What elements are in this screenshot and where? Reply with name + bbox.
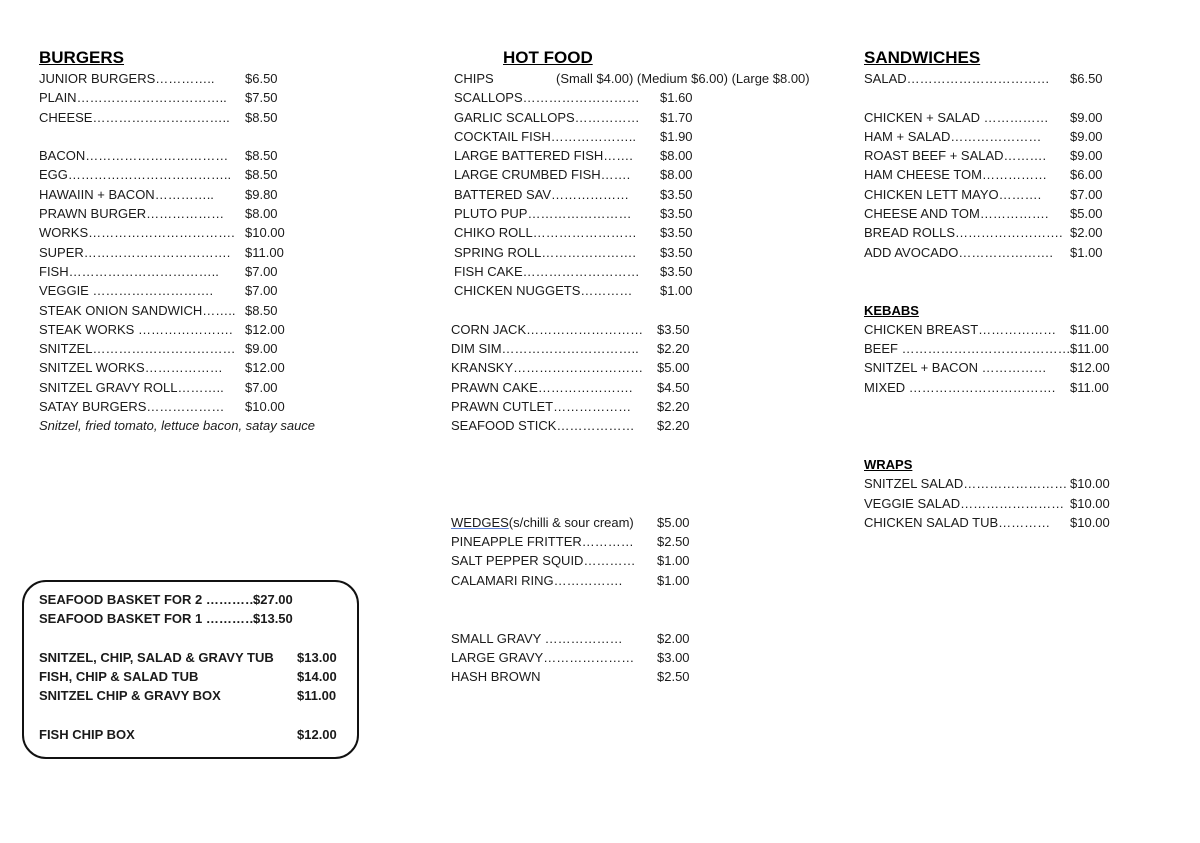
item-name: SNITZEL CHIP & GRAVY BOX: [39, 688, 221, 704]
spacer: [39, 629, 349, 648]
item-name: SEAFOOD STICK………………: [451, 418, 635, 434]
hot-food-group-1: [454, 88, 851, 300]
menu-item: [864, 204, 1164, 223]
item-price: $2.00: [1070, 225, 1103, 241]
item-name: CALAMARI RING…………….: [451, 572, 623, 588]
menu-item: [39, 358, 369, 377]
item-price: $11.00: [1070, 379, 1109, 395]
menu-item: [454, 243, 851, 262]
item-name: SNITZEL……………………………: [39, 341, 236, 357]
hot-food-section: [451, 48, 851, 687]
item-name: CHIPS: [454, 71, 494, 86]
item-name: SMALL GRAVY ………………: [451, 630, 623, 646]
spacer: [864, 397, 1164, 416]
spacer: [39, 127, 369, 146]
menu-item: [454, 185, 851, 204]
menu-item: [451, 320, 851, 339]
menu-item: [454, 204, 851, 223]
spacer: [864, 281, 1164, 300]
spacer: [451, 590, 851, 609]
menu-item: [39, 320, 369, 339]
item-price: $10.00: [1070, 476, 1110, 492]
hot-food-group-3: [451, 513, 851, 590]
menu-item: [451, 532, 851, 551]
item-price: $1.00: [660, 283, 693, 299]
item-name: PRAWN CAKE………………….: [451, 379, 633, 395]
item-name: SNITZEL GRAVY ROLL………..: [39, 379, 224, 395]
special-item: [39, 648, 349, 667]
menu-item-chips: [454, 69, 851, 88]
item-price: $6.50: [245, 71, 278, 86]
menu-item: [864, 165, 1164, 184]
menu-item: [39, 262, 369, 281]
item-price: $11.00: [297, 688, 337, 704]
item-name: SALT PEPPER SQUID…………: [451, 553, 636, 569]
item-price: $2.20: [657, 399, 690, 415]
item-name: STEAK ONION SANDWICH……..: [39, 302, 236, 318]
item-price: $8.00: [245, 206, 278, 222]
item-name: SNITZEL + BACON ……………: [864, 360, 1047, 376]
item-name: PLUTO PUP……………………: [454, 206, 632, 222]
hot-food-list: [451, 69, 851, 687]
item-price: $5.00: [1070, 206, 1103, 222]
item-price: $11.00: [1070, 321, 1109, 337]
item-price: $9.00: [1070, 109, 1103, 125]
item-name: HAM + SALAD…………………: [864, 128, 1042, 144]
wedges-detail: (s/chilli & sour cream): [508, 514, 634, 530]
item-name: LARGE CRUMBED FISH…….: [454, 167, 631, 183]
item-price: $1.00: [657, 572, 690, 588]
item-name: SPRING ROLL………………….: [454, 244, 637, 260]
chips-size-prices: (Small $4.00) (Medium $6.00) (Large $8.00): [556, 71, 810, 86]
item-price: $13.50: [253, 611, 293, 627]
menu-item: [454, 127, 851, 146]
item-name: JUNIOR BURGERS…………..: [39, 71, 215, 86]
spacer: [864, 436, 1164, 455]
menu-item: [39, 69, 369, 88]
item-price: $1.60: [660, 90, 693, 106]
item-price: $2.20: [657, 418, 690, 434]
menu-item: [451, 378, 851, 397]
item-name: SCALLOPS………………………: [454, 90, 640, 106]
special-item: [39, 725, 349, 744]
special-item: [39, 590, 349, 609]
item-name: CHEESE AND TOM…………….: [864, 206, 1049, 222]
item-price: $5.00: [657, 514, 690, 530]
menu-item: [864, 108, 1164, 127]
menu-item: [39, 223, 369, 242]
item-name: CHICKEN BREAST………………: [864, 321, 1057, 337]
menu-item: [454, 108, 851, 127]
item-price: $10.00: [1070, 495, 1110, 511]
menu-item: [454, 281, 851, 300]
item-price: $7.50: [245, 90, 278, 106]
menu-item: [864, 127, 1164, 146]
item-price: $27.00: [253, 592, 293, 607]
spacer: [39, 706, 349, 725]
item-price: $1.00: [1070, 244, 1103, 260]
item-price: $6.50: [1070, 71, 1103, 86]
menu-item: [39, 185, 369, 204]
item-price: $8.00: [660, 148, 693, 164]
item-name: SALAD……………………………: [864, 71, 1050, 86]
item-name: PINEAPPLE FRITTER…………: [451, 534, 634, 550]
menu-item: [864, 494, 1164, 513]
item-price: $9.80: [245, 186, 278, 202]
item-name: SATAY BURGERS………………: [39, 399, 225, 415]
item-price: $1.00: [657, 553, 690, 569]
item-name: STEAK WORKS ………………….: [39, 321, 233, 337]
item-name: FISH……………………………..: [39, 263, 219, 279]
menu-item: [39, 146, 369, 165]
menu-item: [454, 146, 851, 165]
item-name: SNITZEL, CHIP, SALAD & GRAVY TUB: [39, 649, 274, 665]
menu-item: [39, 204, 369, 223]
menu-item: [39, 165, 369, 184]
item-price: $8.50: [245, 302, 278, 318]
item-name: LARGE GRAVY…………………: [451, 649, 635, 665]
item-name: PRAWN BURGER………………: [39, 206, 225, 222]
item-name: HASH BROWN: [451, 669, 541, 685]
item-name: CHICKEN SALAD TUB…………: [864, 514, 1051, 530]
menu-item: [39, 378, 369, 397]
item-name: BEEF …………………………………: [864, 341, 1071, 357]
spacer: [451, 436, 851, 455]
menu-item: [864, 146, 1164, 165]
item-price: $2.50: [657, 669, 690, 685]
hot-food-group-2: [451, 320, 851, 436]
kebabs-section: [864, 301, 1164, 397]
item-name: FISH CAKE………………………: [454, 263, 640, 279]
menu-item: [39, 281, 369, 300]
item-price: $3.50: [660, 225, 693, 241]
menu-item: [451, 648, 851, 667]
spacer: [864, 416, 1164, 435]
menu-item: [451, 629, 851, 648]
menu-item: [864, 378, 1164, 397]
item-name: CORN JACK………………………: [451, 321, 644, 337]
item-name: EGG………………………………..: [39, 167, 232, 183]
item-name: LARGE BATTERED FISH…….: [454, 148, 633, 164]
item-price: $7.00: [1070, 186, 1103, 202]
item-name: BACON……………………………: [39, 148, 229, 164]
item-name: [451, 513, 634, 532]
menu-item: [451, 551, 851, 570]
item-name: ROAST BEEF + SALAD……….: [864, 148, 1047, 164]
item-name: FISH CHIP BOX: [39, 727, 135, 743]
item-name: WORKS…………………………….: [39, 225, 235, 241]
menu-item: [454, 165, 851, 184]
item-price: $2.20: [657, 341, 690, 357]
menu-item: [39, 339, 369, 358]
item-name: PLAIN……………………………..: [39, 90, 227, 106]
kebabs-heading: KEBABS: [864, 302, 919, 318]
spacer: [451, 609, 851, 628]
item-price: $12.00: [245, 360, 285, 376]
menu-item: [454, 88, 851, 107]
item-price: $8.50: [245, 109, 278, 125]
item-price: $12.00: [297, 727, 337, 743]
item-price: $2.50: [657, 534, 690, 550]
item-name: FISH, CHIP & SALAD TUB: [39, 669, 199, 685]
menu-item: [864, 185, 1164, 204]
item-name: CHIKO ROLL……………………: [454, 225, 637, 241]
menu-item: [864, 358, 1164, 377]
wraps-section: [864, 455, 1164, 532]
item-price: $3.50: [660, 206, 693, 222]
wraps-heading: WRAPS: [864, 456, 913, 472]
item-name: CHEESE…………………………..: [39, 109, 230, 125]
item-price: $7.00: [245, 379, 278, 395]
menu-item: [864, 223, 1164, 242]
item-name: KRANSKY…………………………: [451, 360, 644, 376]
item-price: $4.50: [657, 379, 690, 395]
item-price: $3.50: [660, 186, 693, 202]
spacer: [451, 301, 851, 320]
item-name: ADD AVOCADO………………….: [864, 244, 1054, 260]
menu-item: [39, 88, 369, 107]
item-price: $3.50: [660, 244, 693, 260]
item-price: $3.00: [657, 649, 690, 665]
menu-item: [864, 339, 1164, 358]
item-price: $8.50: [245, 148, 278, 164]
menu-item: [451, 571, 851, 590]
item-name: BATTERED SAV………………: [454, 186, 630, 202]
item-price: $1.90: [660, 128, 693, 144]
item-name: SEAFOOD BASKET FOR 2 …………: [39, 592, 258, 607]
menu-item: [39, 397, 369, 416]
item-price: $3.50: [660, 263, 693, 279]
item-price: $3.50: [657, 321, 690, 337]
item-name: SNITZEL SALAD……………………: [864, 476, 1068, 492]
menu-item: [451, 416, 851, 435]
burgers-list: [39, 69, 369, 436]
sandwiches-section: [864, 48, 1164, 532]
item-price: $10.00: [245, 399, 285, 415]
menu-item: [39, 108, 369, 127]
burgers-section: [39, 48, 369, 436]
menu-item: [39, 243, 369, 262]
spacer: [864, 88, 1164, 107]
spacer: [451, 474, 851, 493]
item-name: CHICKEN + SALAD ……………: [864, 109, 1049, 125]
item-name: PRAWN CUTLET………………: [451, 399, 632, 415]
item-price: $9.00: [1070, 148, 1103, 164]
menu-item: [864, 243, 1164, 262]
menu-item: [864, 320, 1164, 339]
sandwiches-list: [864, 69, 1164, 262]
item-name: GARLIC SCALLOPS……………: [454, 109, 640, 125]
menu-item-wedges: [451, 513, 851, 532]
menu-item: [454, 262, 851, 281]
menu-item: [451, 339, 851, 358]
item-price: $1.70: [660, 109, 693, 125]
wedges-label: WEDGES: [451, 514, 509, 530]
special-item: [39, 686, 349, 705]
spacer: [451, 455, 851, 474]
item-name: SEAFOOD BASKET FOR 1 …………: [39, 611, 258, 627]
item-price: $8.00: [660, 167, 693, 183]
hot-food-group-4: [451, 629, 851, 687]
item-price: $10.00: [245, 225, 285, 241]
item-name: SNITZEL WORKS………………: [39, 360, 223, 376]
menu-item: [864, 513, 1164, 532]
item-name: CHICKEN NUGGETS…………: [454, 283, 633, 299]
menu-item: [864, 474, 1164, 493]
item-name: VEGGIE ……………………….: [39, 283, 214, 299]
item-price: $6.00: [1070, 167, 1103, 183]
item-name: VEGGIE SALAD……………………: [864, 495, 1065, 511]
special-item: [39, 667, 349, 686]
item-name: MIXED …………………………….: [864, 379, 1056, 395]
item-price: $9.00: [245, 341, 278, 357]
item-price: $11.00: [245, 244, 284, 260]
item-name: BREAD ROLLS…………………….: [864, 225, 1063, 241]
item-price: $7.00: [245, 283, 278, 299]
specials-list: [39, 590, 349, 744]
item-price: $11.00: [1070, 341, 1109, 357]
item-price: $14.00: [297, 669, 337, 685]
menu-item: [451, 358, 851, 377]
hot-food-heading: HOT FOOD: [503, 48, 593, 67]
item-price: $7.00: [245, 263, 278, 279]
menu-item: [454, 223, 851, 242]
item-price: $12.00: [1070, 360, 1110, 376]
menu-item: [864, 69, 1164, 88]
item-price: $10.00: [1070, 514, 1110, 530]
item-price: $8.50: [245, 167, 278, 183]
spacer: [451, 494, 851, 513]
satay-burger-note: Snitzel, fried tomato, lettuce bacon, satay sauce: [39, 418, 316, 434]
spacer: [864, 262, 1164, 281]
item-price: $9.00: [1070, 128, 1103, 144]
item-name: DIM SIM…………………………..: [451, 341, 639, 357]
item-price: $5.00: [657, 360, 690, 376]
item-name: COCKTAIL FISH………………..: [454, 128, 637, 144]
menu-item: [451, 397, 851, 416]
item-name: HAM CHEESE TOM……………: [864, 167, 1047, 183]
specials-box: [22, 580, 359, 759]
special-item: [39, 609, 349, 628]
sandwiches-heading: SANDWICHES: [864, 48, 981, 67]
item-price: $2.00: [657, 630, 690, 646]
menu-item: [451, 667, 851, 686]
item-price: $12.00: [245, 321, 285, 337]
item-price: $13.00: [297, 649, 337, 665]
burgers-heading: BURGERS: [39, 48, 125, 67]
menu-item: [39, 301, 369, 320]
item-name: SUPER…………………………….: [39, 244, 231, 260]
item-name: HAWAIIN + BACON…………..: [39, 186, 214, 202]
item-name: CHICKEN LETT MAYO……….: [864, 186, 1042, 202]
